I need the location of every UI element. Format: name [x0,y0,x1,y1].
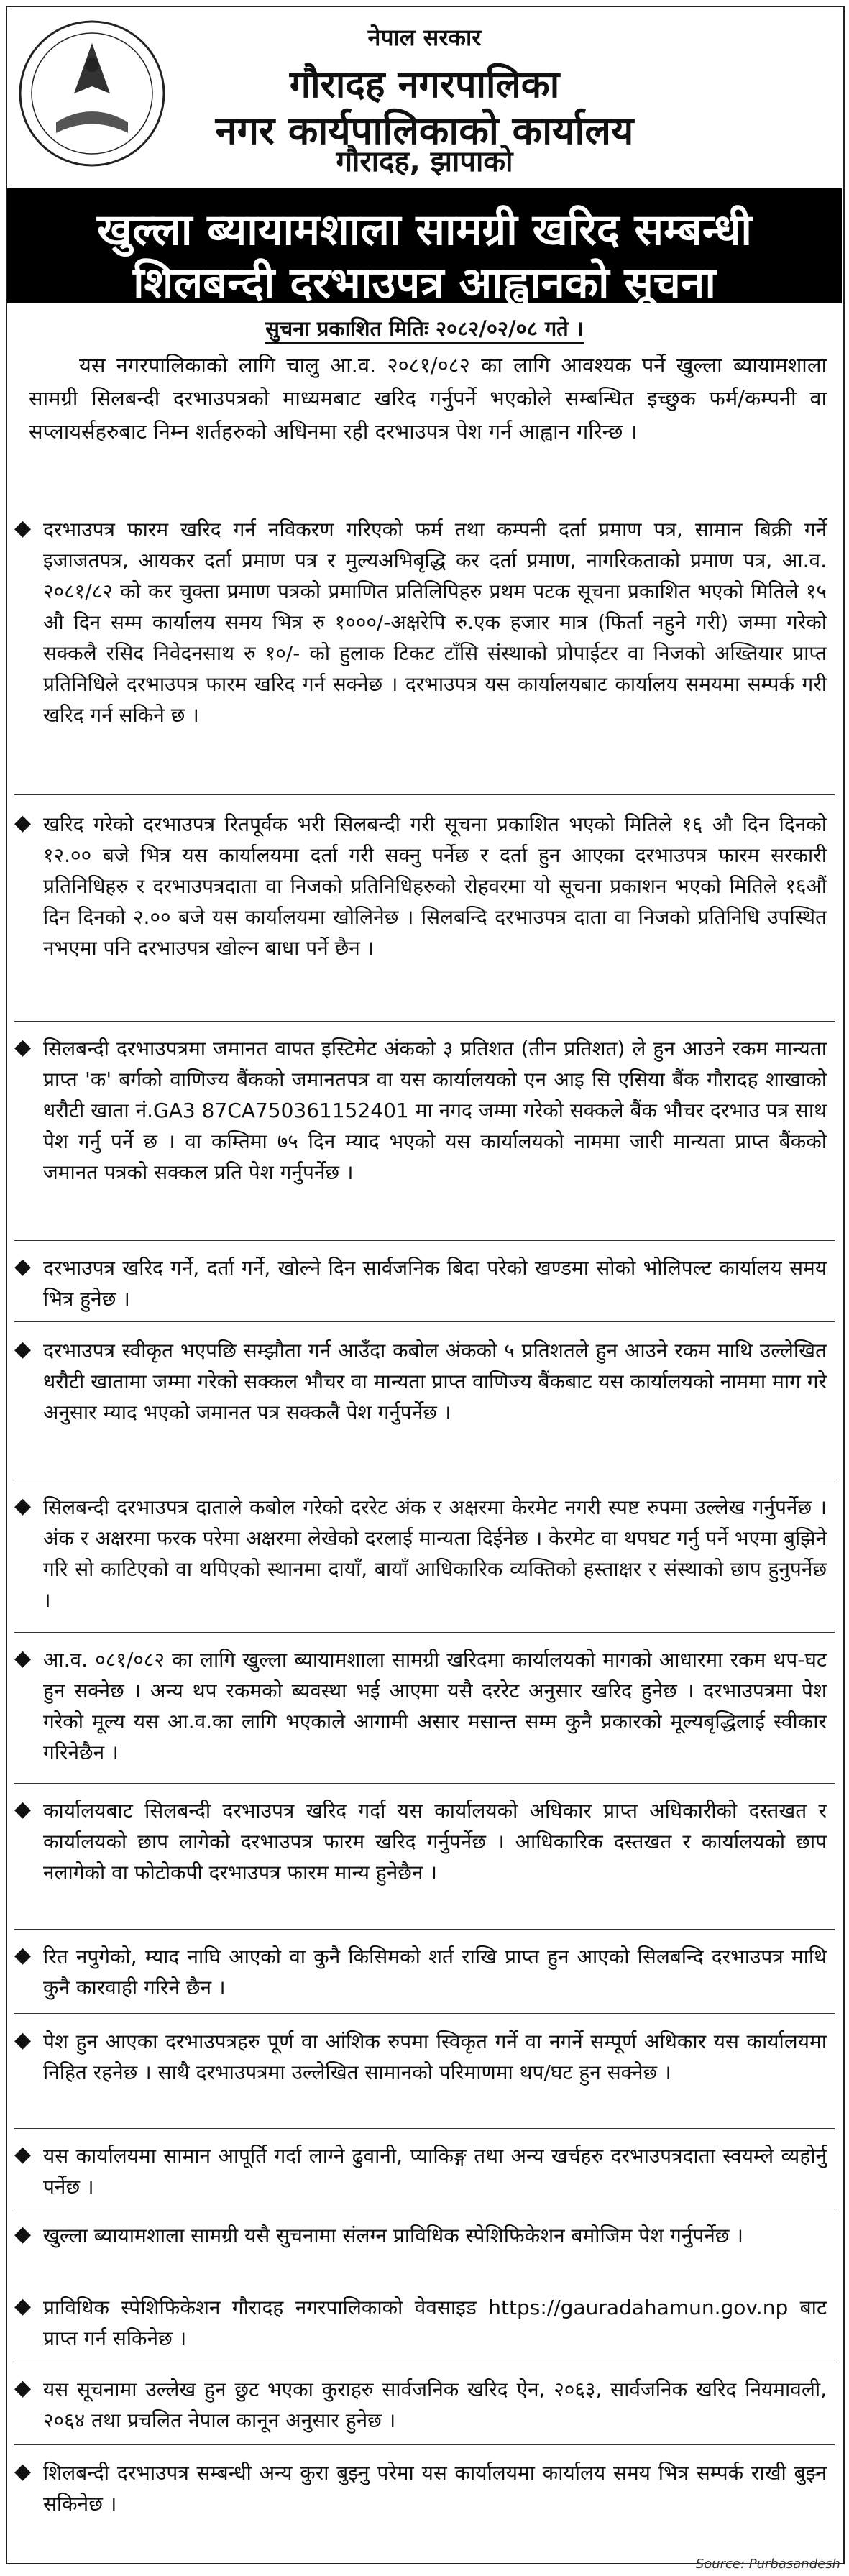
list-item-text: शिलबन्दी दरभाउपत्र सम्बन्धी अन्य कुरा बुझ्नु परेमा यस कार्यालयमा कार्यालय समय भित्र सम्पर्क राखी बुझ्न सकिनेछ । [43,2461,827,2516]
list-item-text: यस कार्यालयमा सामान आपूर्ति गर्दा लाग्ने ढुवानी, प्याकिङ्ग तथा अन्य खर्चहरु दरभाउपत्रदाता स्वयम्ले व्यहोर्नु पर्नेछ । [43,2144,827,2199]
divider [14,1321,835,1322]
divider [14,1021,835,1022]
list-item-text: दरभाउपत्र फारम खरिद गर्न नविकरण गरिएको फर्म तथा कम्पनी दर्ता प्रमाण पत्र, सामान बिक्री गर्ने इजाजतपत्र, आयकर दर्ता प्रमाण पत्र र मुल्यअभिबृद्धि कर दर्ता प्रमाण, नागरिकताको प्रमाण पत्र, आ.व. २०८१/८२ को कर चुक्ता प्रमाण पत्रको प्रमाणित प्रतिलिपिहरु प्रथम पटक सूचना प्रकाशित भएको मितिले १५ औ दिन सम्म कार्यालय समय भित्र रु १०००/-अक्षरेपि रु.एक हजार मात्र (फिर्ता नहुने गरी) जम्मा गरेको सक्कलै रसिद निवेदनसाथ रु १०/- को हुलाक टिकट टाँसि संस्थाको प्रोपाईटर वा निजको अख्तियार प्राप्त प्रतिनिधिले दरभाउपत्र फारम खरिद गर्न सक्नेछ । दरभाउपत्र यस कार्यालयबाट कार्यालय समयमा सम्पर्क गरी खरिद गर्न सकिने छ । [43,518,827,727]
intro-paragraph: यस नगरपालिकाको लागि चालु आ.व. २०८१/०८२ का लागि आवश्यक पर्ने खुल्ला ब्यायामशाला सामग्री सिलबन्दी दरभाउपत्रको माध्यमबाट खरिद गर्नुपर्ने भएकोले सम्बन्धित इच्छुक फर्म/कम्पनी वा सप्लायर्सहरुबाट निम्न शर्तहरुको अधिनमा रही दरभाउपत्र पेश गर्न आह्वान गरिन्छ । [29,353,827,444]
publication-date-text: सुचना प्रकाशित मितिः २०८२/०२/०८ गते । [265,316,584,344]
list-item-text: आ.व. ०८१/०८२ का लागि खुल्ला ब्यायामशाला सामग्री खरिदमा कार्यालयको मागको आधारमा रकम थप-घट हुन सक्नेछ । अन्य थप रकमको ब्यवस्था भई आएमा यसै दररेट अनुसार खरिद हुनेछ । दरभाउपत्रमा पेश गरेको मूल्य यस आ.व.का लागि भएकाले आगामी असार मसान्त सम्म कुनै प्रकारको मूल्यबृद्धिलाई स्वीकार गरिनेछैन । [43,1648,827,1764]
divider [14,2013,835,2014]
diamond-bullet-icon: ◆ [14,1797,32,1822]
divider [14,1632,835,1633]
list-item-text: दरभाउपत्र स्वीकृत भएपछि सम्झौता गर्न आउँदा कबोल अंकको ५ प्रतिशतले हुन आउने रकम माथि उल्लेखित धरौटी खातामा जम्मा गरेको सक्कल भौचर वा मान्यता प्राप्त वाणिज्य बैंकबाट यस कार्यालयको नाममा माग गरे अनुसार म्याद भएको जमानत पत्र सक्कलै पेश गर्नुपर्नेछ । [43,1339,827,1424]
list-item-text: खरिद गरेको दरभाउपत्र रितपूर्वक भरी सिलबन्दी गरी सूचना प्रकाशित भएको मितिले १६ औ दिन दिनको १२.०० बजे भित्र यस कार्यालयमा दर्ता गरी सक्नु पर्नेछ र दर्ता हुन आएका दरभाउपत्र फारम सरकारी प्रतिनिधिहरु र दरभाउपत्रदाता वा निजको प्रतिनिधिहरुको रोहवरमा यो सूचना प्रकाशन भएको मितिले १६औं दिन दिनको २.०० बजे यस कार्यालयमा खोलिनेछ । सिलबन्दि दरभाउपत्र दाता वा निजको प्रतिनिधि उपस्थित नभएमा पनि दरभाउपत्र खोल्न बाधा पर्ने छैन । [43,812,827,960]
notice-title-line-2: शिलबन्दी दरभाउपत्र आह्वानको सूचना [133,258,716,308]
divider [14,794,835,795]
diamond-bullet-icon: ◆ [14,2459,32,2484]
diamond-bullet-icon: ◆ [14,1646,32,1671]
list-item-text: कार्यालयबाट सिलबन्दी दरभाउपत्र खरिद गर्दा यस कार्यालयको अधिकार प्राप्त अधिकारीको दस्तखत र कार्यालयको छाप लागेको दरभाउपत्र फारम खरिद गर्नुपर्नेछ । आधिकारिक दस्तखत र कार्यालयको छाप नलागेको वा फोटोकपी दरभाउपत्र फारम मान्य हुनेछैन । [43,1799,827,1884]
divider [14,2128,835,2129]
diamond-bullet-icon: ◆ [14,2142,32,2167]
municipality-name: गौरादह नगरपालिका [289,63,560,106]
source-credit: Source: Purbasandesh [695,2557,840,2572]
diamond-bullet-icon: ◆ [14,515,32,541]
list-item-text: खुल्ला ब्यायामशाला सामग्री यसै सुचनामा संलग्न प्राविधिक स्पेशिफिकेशन बमोजिम पेश गर्नुपर्नेछ । [43,2224,743,2247]
list-item-text: प्राविधिक स्पेशिफिकेशन गौरादह नगरपालिकाको वेवसाइड https://gauradahamun.gov.np बाट प्राप्त गर्न सकिनेछ । [43,2296,827,2350]
list-item-text: यस सूचनामा उल्लेख हुन छुट भएका कुराहरु सार्वजनिक खरिद ऐन, २०६३, सार्वजनिक खरिद नियमावली, २०६४ तथा प्रचलित नेपाल कानून अनुसार हुनेछ । [43,2378,827,2432]
diamond-bullet-icon: ◆ [14,1254,32,1279]
divider [14,2444,835,2445]
list-item-text: रित नपुगेको, म्याद नाघि आएको वा कुनै किसिमको शर्त राखि प्राप्त हुन आएको सिलबन्दि दरभाउपत्र माथि कुनै कारवाही गरिने छैन । [43,1945,827,1999]
office-address: गौरादह, झापाको [336,145,513,178]
diamond-bullet-icon: ◆ [14,2293,32,2319]
diamond-bullet-icon: ◆ [14,1337,32,1362]
notice-title-line-1: खुल्ला ब्यायामशाला सामग्री खरिद सम्बन्धी [97,205,752,255]
government-name: नेपाल सरकार [367,24,482,51]
diamond-bullet-icon: ◆ [14,1943,32,1968]
diamond-bullet-icon: ◆ [14,2027,32,2053]
list-item-text: सिलबन्दी दरभाउपत्रमा जमानत वापत इस्टिमेट अंकको ३ प्रतिशत (तीन प्रतिशत) ले हुन आउने रकम मान्यता प्राप्त 'क' बर्गको वाणिज्य बैंकको जमानतपत्र वा यस कार्यालयको एन आइ सि एसिया बैंक गौरादह शाखाको धरौटी खाता नं.GA3 87CA750361152401 मा नगद जम्मा गरेको सक्कले बैंक भौचर दरभाउ पत्र साथ पेश गर्नु पर्ने छ । वा कम्तिमा ७५ दिन म्याद भएको यस कार्यालयको नाममा जारी मान्यता प्राप्त बैंकको जमानत पत्रको सक्कल प्रति पेश गर्नुपर्नेछ । [43,1037,827,1184]
diamond-bullet-icon: ◆ [14,2375,32,2401]
diamond-bullet-icon: ◆ [14,1035,32,1060]
list-item-text: पेश हुन आएका दरभाउपत्रहरु पूर्ण वा आंशिक रुपमा स्विकृत गर्ने वा नगर्ने सम्पूर्ण अधिकार यस कार्यालयमा निहित रहनेछ । साथै दरभाउपत्रमा उल्लेखित सामानको परिमाणमा थप/घट हुन सक्नेछ । [43,2030,827,2084]
divider [14,1240,835,1241]
diamond-bullet-icon: ◆ [14,810,32,835]
office-name: नगर कार्यपालिकाको कार्यालय [215,108,634,153]
list-item-text: सिलबन्दी दरभाउपत्र दाताले कबोल गरेको दररेट अंक र अक्षरमा केरमेट नगरी स्पष्ट रुपमा उल्लेख गर्नुपर्नेछ । अंक र अक्षरमा फरक परेमा अक्षरमा लेखेको दरलाई मान्यता दिईनेछ । केरमेट वा थपघट गर्नु पर्ने भएमा बुझिने गरि सो काटिएको वा थपिएको स्थानमा दायाँ, बायाँ आधिकारिक व्यक्तिको हस्ताक्षर र संस्थाको छाप हुनुपर्नेछ । [43,1495,827,1612]
diamond-bullet-icon: ◆ [14,1493,32,1518]
divider [14,1929,835,1930]
divider [14,1783,835,1784]
diamond-bullet-icon: ◆ [14,2222,32,2247]
list-item-text: दरभाउपत्र खरिद गर्ने, दर्ता गर्ने, खोल्ने दिन सार्वजनिक बिदा परेको खण्डमा सोको भोलिपल्ट कार्यालय समय भित्र हुनेछ । [43,1256,827,1311]
